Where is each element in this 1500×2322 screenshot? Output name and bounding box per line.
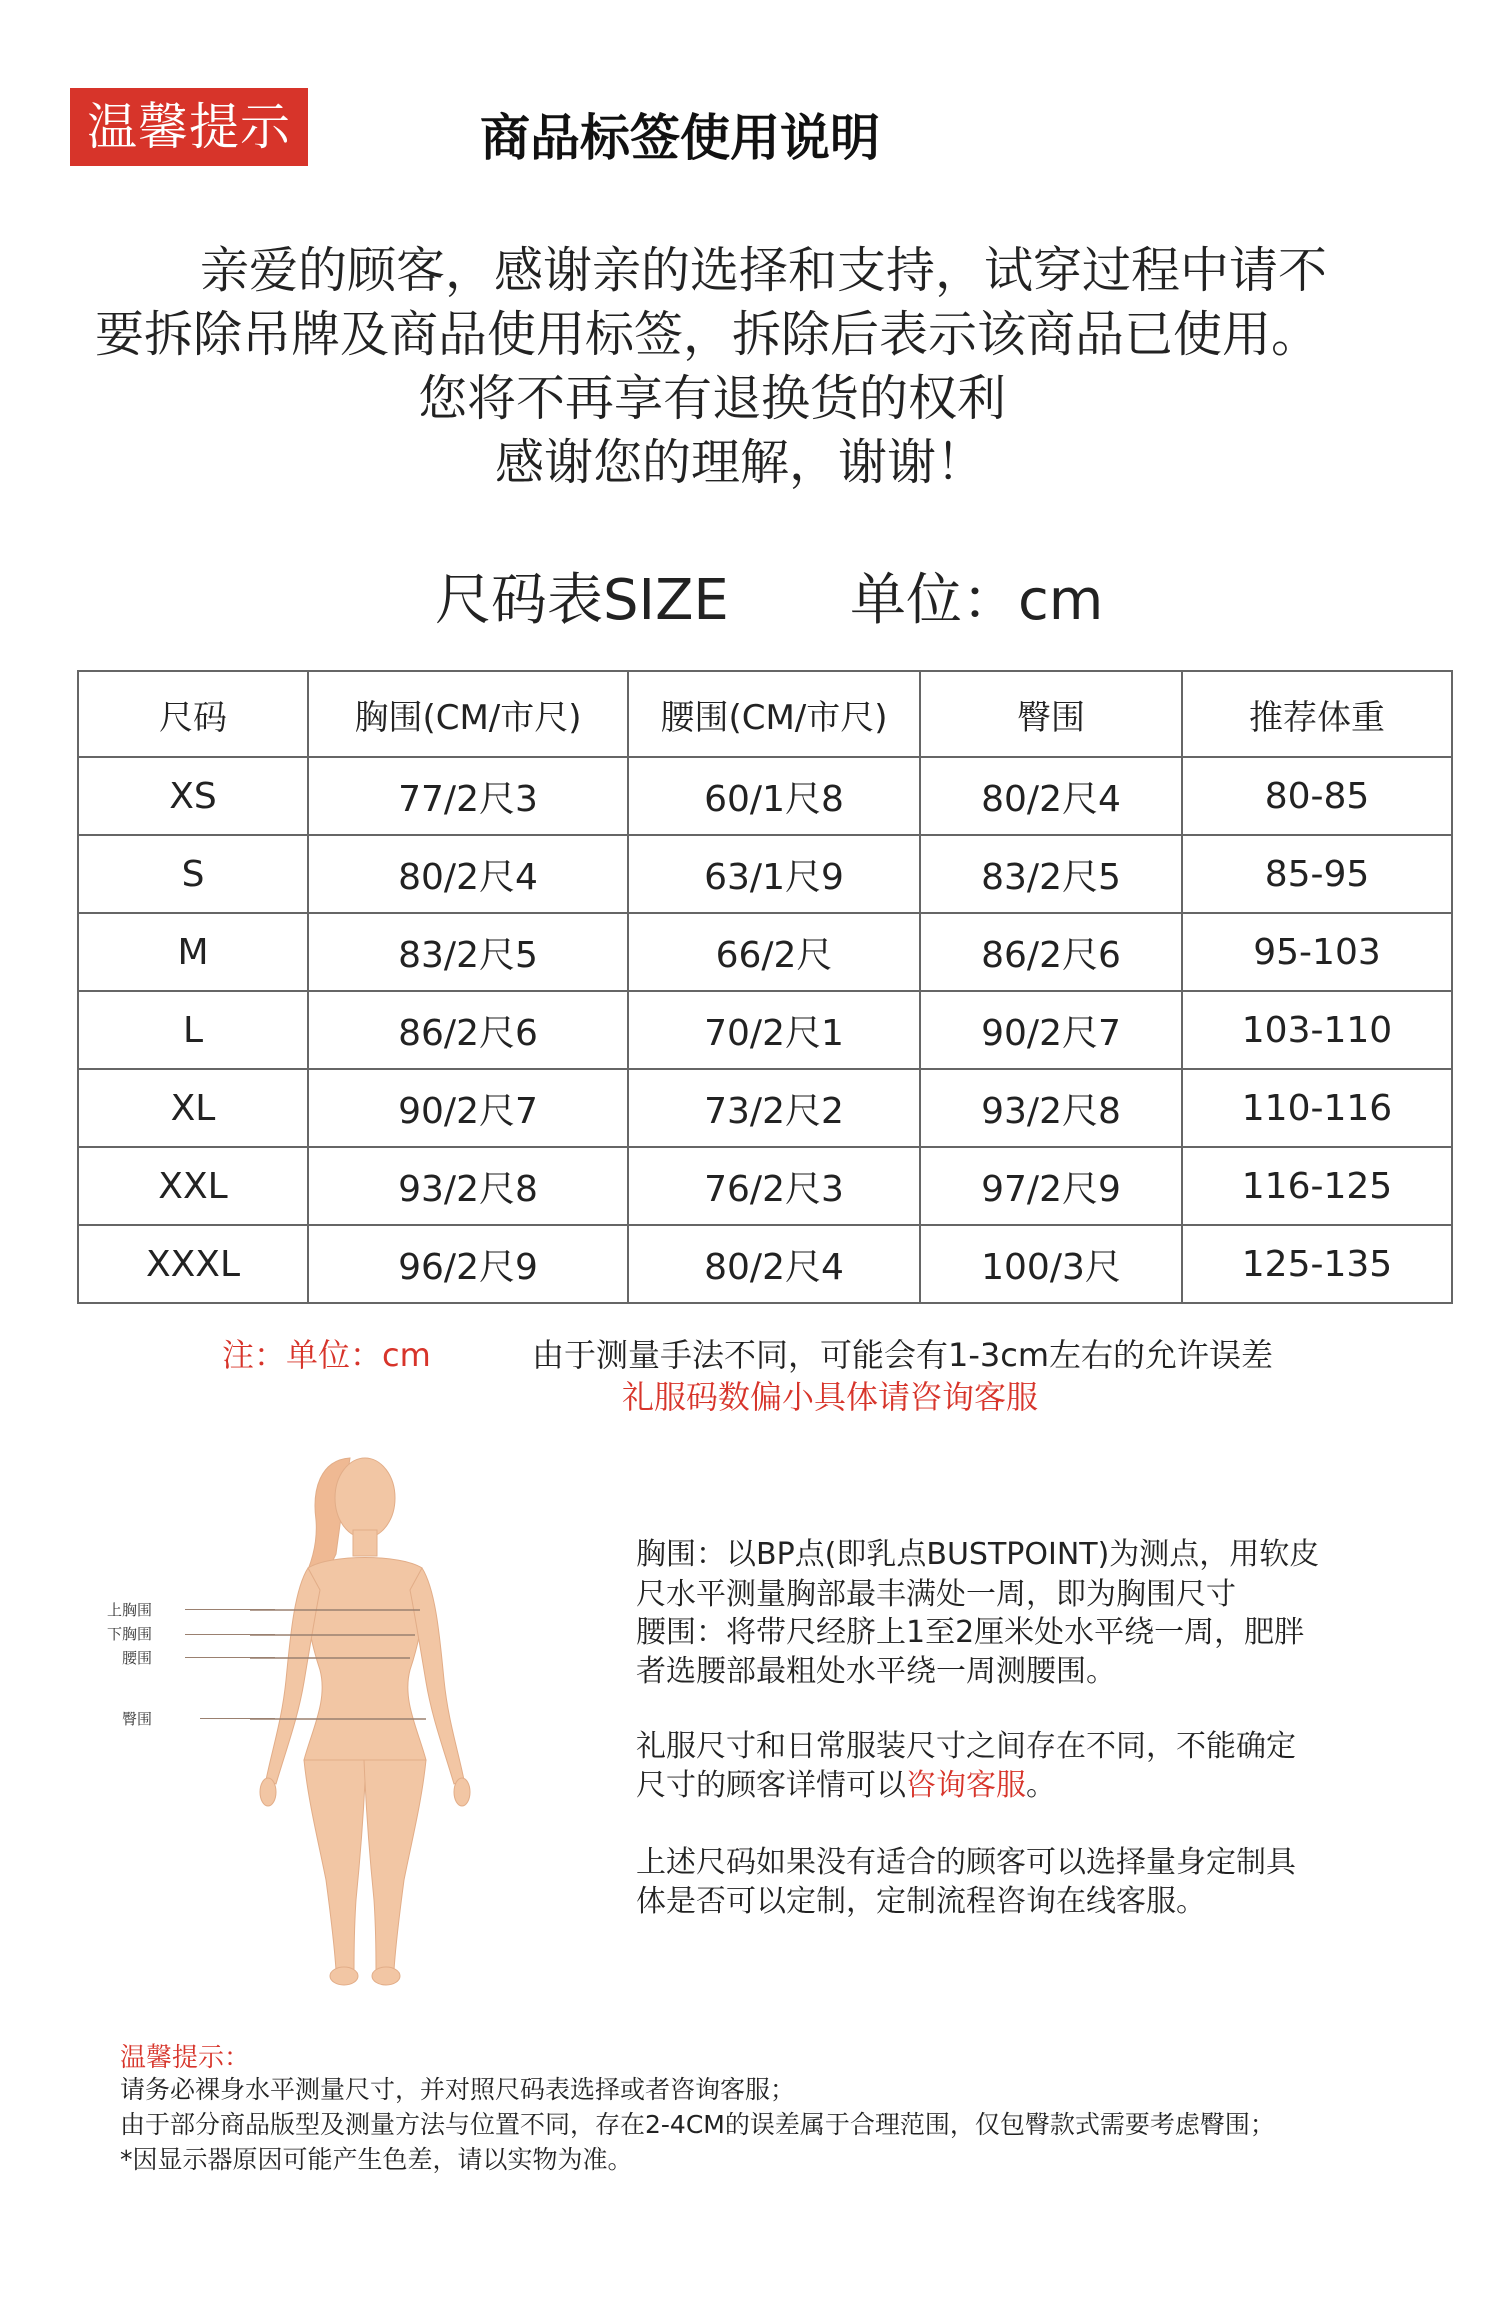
cell-size: M (78, 913, 308, 991)
cell-hip: 80/2尺4 (920, 757, 1182, 835)
cell-weight: 85-95 (1182, 835, 1452, 913)
cell-waist: 73/2尺2 (628, 1069, 920, 1147)
dress-guide-prefix: 尺寸的顾客详情可以 (636, 1768, 906, 1803)
size-chart-title: 尺码表SIZE (435, 568, 729, 633)
footer-tip-line-1: 请务必裸身水平测量尺寸，并对照尺码表选择或者咨询客服； (120, 2075, 796, 2104)
cell-size: S (78, 835, 308, 913)
header-size: 尺码 (78, 671, 308, 757)
body-figure (250, 1450, 510, 1990)
dress-size-note: 礼服码数偏小具体请咨询客服 (622, 1378, 1039, 1416)
intro-line-3: 您将不再享有退换货的权利 (418, 370, 1007, 427)
dress-guide-line-2 (636, 1766, 1056, 1806)
cell-weight: 80-85 (1182, 757, 1452, 835)
cell-hip: 97/2尺9 (920, 1147, 1182, 1225)
cell-hip: 86/2尺6 (920, 913, 1182, 991)
cell-hip: 93/2尺8 (920, 1069, 1182, 1147)
cell-size: L (78, 991, 308, 1069)
page-title: 商品标签使用说明 (480, 109, 880, 167)
cell-waist: 60/1尺8 (628, 757, 920, 835)
custom-guide-line-2: 体是否可以定制，定制流程咨询在线客服。 (636, 1884, 1206, 1919)
intro-line-2: 要拆除吊牌及商品使用标签，拆除后表示该商品已使用。 (95, 306, 1321, 363)
cell-bust: 83/2尺5 (308, 913, 628, 991)
consult-service-link[interactable]: 咨询客服 (906, 1768, 1026, 1803)
cell-waist: 70/2尺1 (628, 991, 920, 1069)
cell-weight: 103-110 (1182, 991, 1452, 1069)
table-row (78, 757, 1452, 835)
dress-guide-suffix: 。 (1026, 1768, 1056, 1803)
cell-size: XS (78, 757, 308, 835)
table-row (78, 835, 1452, 913)
cell-waist: 66/2尺 (628, 913, 920, 991)
cell-waist: 80/2尺4 (628, 1225, 920, 1303)
label-under-bust: 下胸围 (106, 1625, 152, 1643)
header-bust: 胸围(CM/市尺) (308, 671, 628, 757)
footer-tip-line-2: 由于部分商品版型及测量方法与位置不同，存在2-4CM的误差属于合理范围，仅包臀款式需要考虑臀围； (120, 2110, 1275, 2139)
cell-bust: 77/2尺3 (308, 757, 628, 835)
dress-guide-line-1: 礼服尺寸和日常服装尺寸之间存在不同，不能确定 (636, 1729, 1296, 1764)
cell-size: XL (78, 1069, 308, 1147)
cell-waist: 63/1尺9 (628, 835, 920, 913)
cell-bust: 80/2尺4 (308, 835, 628, 913)
error-note: 由于测量手法不同，可能会有1-3cm左右的允许误差 (532, 1336, 1274, 1374)
footer-tip-line-3: *因显示器原因可能产生色差，请以实物为准。 (120, 2145, 633, 2174)
under-bust-line (185, 1634, 275, 1635)
size-table-header-row (78, 671, 1452, 757)
table-row (78, 1069, 1452, 1147)
cell-bust: 90/2尺7 (308, 1069, 628, 1147)
bust-guide-line-1: 胸围：以BP点(即乳点BUSTPOINT)为测点，用软皮 (636, 1537, 1320, 1572)
bust-guide-line-2: 尺水平测量胸部最丰满处一周，即为胸围尺寸 (636, 1577, 1236, 1612)
cell-weight: 116-125 (1182, 1147, 1452, 1225)
intro-line-1: 亲爱的顾客，感谢亲的选择和支持，试穿过程中请不 (200, 242, 1328, 299)
label-upper-bust: 上胸围 (106, 1601, 152, 1619)
table-row (78, 1225, 1452, 1303)
waist-guide-line-2: 者选腰部最粗处水平绕一周测腰围。 (636, 1654, 1116, 1689)
footer-tip-title: 温馨提示： (120, 2043, 251, 2073)
cell-hip: 90/2尺7 (920, 991, 1182, 1069)
cell-weight: 110-116 (1182, 1069, 1452, 1147)
table-row (78, 991, 1452, 1069)
cell-weight: 125-135 (1182, 1225, 1452, 1303)
table-row (78, 1147, 1452, 1225)
warm-tip-badge: 温馨提示 (70, 88, 308, 166)
hip-line (200, 1718, 275, 1719)
header-waist: 腰围(CM/市尺) (628, 671, 920, 757)
cell-bust: 96/2尺9 (308, 1225, 628, 1303)
cell-bust: 86/2尺6 (308, 991, 628, 1069)
intro-line-4: 感谢您的理解，谢谢！ (495, 434, 986, 491)
header-hip: 臀围 (920, 671, 1182, 757)
table-row (78, 913, 1452, 991)
custom-guide-line-1: 上述尺码如果没有适合的顾客可以选择量身定制具 (636, 1845, 1296, 1880)
label-waist: 腰围 (121, 1649, 152, 1667)
waist-guide-line-1: 腰围：将带尺经脐上1至2厘米处水平绕一周，肥胖 (636, 1615, 1305, 1650)
cell-hip: 83/2尺5 (920, 835, 1182, 913)
upper-bust-line (185, 1609, 275, 1610)
cell-weight: 95-103 (1182, 913, 1452, 991)
header-weight: 推荐体重 (1182, 671, 1452, 757)
cell-waist: 76/2尺3 (628, 1147, 920, 1225)
cell-bust: 93/2尺8 (308, 1147, 628, 1225)
size-chart-unit: 单位：cm (850, 568, 1104, 633)
label-hip: 臀围 (121, 1710, 152, 1728)
unit-note: 注：单位：cm (222, 1336, 431, 1374)
cell-hip: 100/3尺 (920, 1225, 1182, 1303)
cell-size: XXXL (78, 1225, 308, 1303)
cell-size: XXL (78, 1147, 308, 1225)
waist-line (185, 1657, 275, 1658)
size-table (77, 670, 1453, 1304)
